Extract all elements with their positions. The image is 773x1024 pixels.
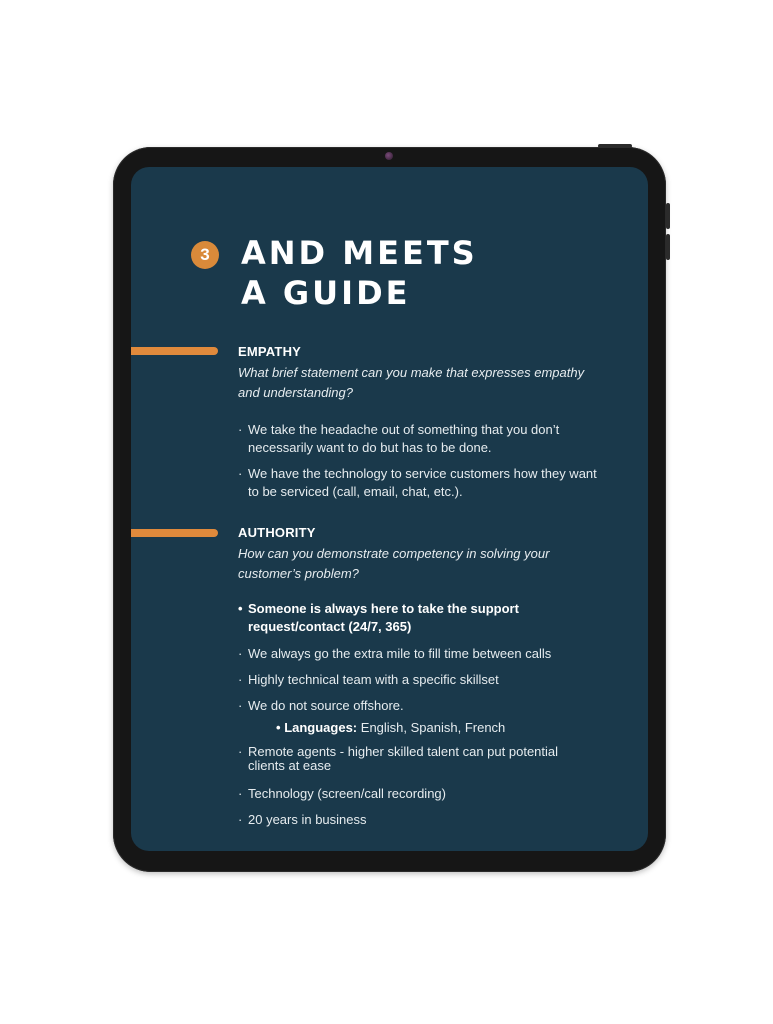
authority-bullet-list — [238, 600, 598, 715]
bullet-dot: · — [238, 786, 243, 801]
empathy-section — [238, 344, 598, 501]
languages-sub-bullet — [238, 719, 598, 737]
step-number-badge: 3 — [191, 241, 219, 269]
page-title — [241, 233, 478, 313]
list-item-text: Highly technical team with a specific skillset — [248, 672, 499, 687]
camera-icon — [385, 152, 393, 160]
authority-accent-bar — [131, 529, 218, 537]
list-item — [238, 811, 598, 829]
empathy-bullet-list — [238, 421, 598, 501]
bullet-dot: · — [238, 812, 243, 827]
empathy-heading: EMPATHY — [238, 344, 302, 359]
list-item — [238, 745, 598, 773]
bullet-dot: • — [238, 601, 243, 616]
list-item — [238, 465, 598, 501]
list-item-text: We take the headache out of something that you don’t necessarily want to do but has to be done. — [248, 422, 560, 455]
empathy-accent-bar — [131, 347, 218, 355]
authority-heading: AUTHORITY — [238, 525, 316, 540]
authority-bullet-list-continued — [238, 745, 598, 829]
title-line-2: A GUIDE — [241, 274, 411, 312]
list-item — [238, 645, 598, 663]
bullet-dot: · — [238, 744, 243, 759]
bullet-dot: · — [238, 672, 243, 687]
list-item-text: We always go the extra mile to fill time between calls — [248, 646, 552, 661]
languages-label: Languages: — [284, 720, 358, 735]
bullet-dot: · — [238, 422, 243, 437]
list-item-text: Someone is always here to take the support request/contact (24/7, 365) — [248, 601, 519, 634]
list-item — [238, 600, 598, 636]
bullet-dot: · — [238, 698, 243, 713]
list-item — [238, 785, 598, 803]
power-button — [598, 144, 632, 148]
list-item — [238, 671, 598, 689]
authority-question: How can you demonstrate competency in solving your customer’s problem? — [238, 546, 550, 581]
volume-down-button — [666, 234, 670, 260]
list-item — [238, 421, 598, 457]
tablet-screen — [131, 167, 648, 851]
list-item-text: We do not source offshore. — [248, 698, 404, 713]
list-item-text: Remote agents - higher skilled talent can put potential clients at ease — [248, 744, 559, 773]
list-item-text: We have the technology to service customers how they want to be serviced (call, email, chat, etc.). — [248, 466, 597, 499]
volume-up-button — [666, 203, 670, 229]
title-line-1: AND MEETS — [241, 234, 478, 272]
languages-value: English, Spanish, French — [357, 720, 506, 735]
authority-section — [238, 525, 598, 829]
bullet-dot: · — [238, 646, 243, 661]
empathy-question: What brief statement can you make that expresses empathy and understanding? — [238, 365, 585, 400]
list-item — [238, 697, 598, 715]
list-item-text: Technology (screen/call recording) — [248, 786, 446, 801]
bullet-dot: • — [276, 720, 281, 735]
bullet-dot: · — [238, 466, 243, 481]
tablet-frame — [113, 147, 666, 872]
list-item-text: 20 years in business — [248, 812, 367, 827]
